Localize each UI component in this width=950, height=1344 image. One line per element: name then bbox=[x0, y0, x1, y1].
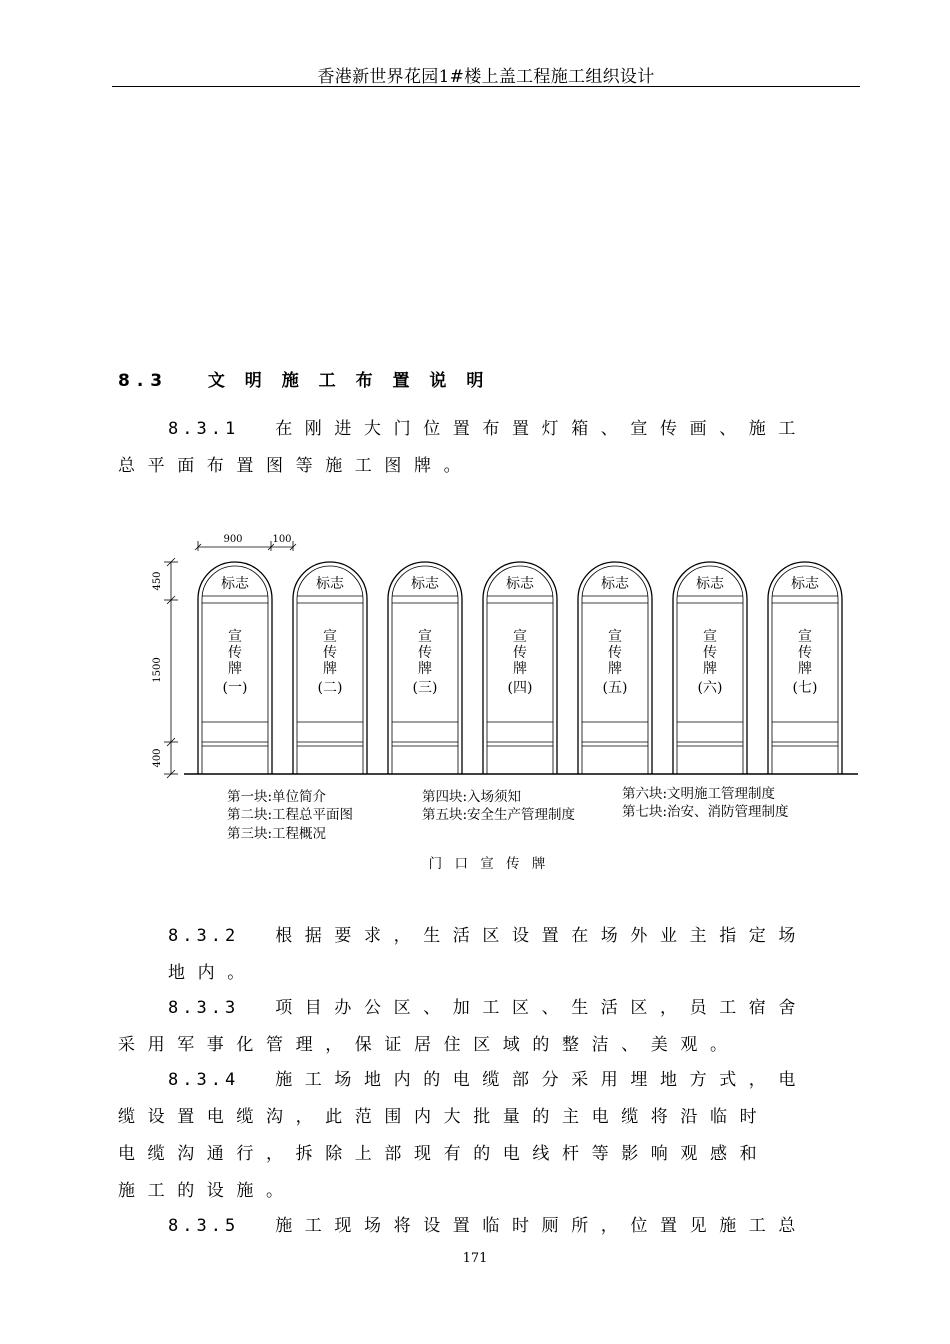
dim-bottom-label: 400 bbox=[152, 748, 163, 768]
dim-top-label: 450 bbox=[152, 571, 163, 591]
billboard-sign-label: 标志 bbox=[601, 576, 629, 592]
billboard-panel-text: 牌 bbox=[323, 661, 337, 677]
paragraph-number: 8.3.3 bbox=[168, 998, 240, 1018]
billboard-panel-text: 宣 bbox=[608, 629, 622, 645]
paragraph-text: 根据要求，生活区设置在场外业主指定场 bbox=[275, 926, 809, 946]
paragraph-text: 在刚进大门位置布置灯箱、宣传画、施工 bbox=[275, 419, 809, 439]
billboard-sign-label: 标志 bbox=[411, 576, 439, 592]
paragraph-8-3-5 bbox=[118, 1208, 846, 1245]
billboard-panel-text: 传 bbox=[418, 645, 432, 661]
gate-billboard-figure bbox=[140, 520, 870, 880]
billboard-panel-text: 宣 bbox=[703, 629, 717, 645]
legend-item: 第四块:入场须知 bbox=[422, 789, 522, 805]
billboard-panel-number: (七) bbox=[792, 680, 818, 696]
billboard-panel-text: 牌 bbox=[608, 661, 622, 677]
paragraph-number: 8.3.4 bbox=[168, 1070, 240, 1090]
billboard-sign-label: 标志 bbox=[316, 576, 344, 592]
paragraph-text: 采用军事化管理，保证居住区域的整洁、美观。 bbox=[118, 1035, 740, 1055]
legend-item: 第七块:治安、消防管理制度 bbox=[622, 804, 789, 820]
section-title: 文 明 施 工 布 置 说 明 bbox=[207, 371, 491, 391]
billboard-sign-label: 标志 bbox=[506, 576, 534, 592]
legend-item: 第三块:工程概况 bbox=[227, 826, 327, 842]
billboard-panel-text: 牌 bbox=[703, 661, 717, 677]
legend-item: 第一块:单位简介 bbox=[227, 789, 327, 805]
billboard-panel-text: 宣 bbox=[323, 629, 337, 645]
billboard-panel-number: (六) bbox=[697, 680, 723, 696]
paragraph-number: 8.3.1 bbox=[168, 419, 240, 439]
paragraph-text: 地内。 bbox=[168, 963, 257, 983]
billboard-6 bbox=[673, 562, 747, 774]
billboard-panel-number: (四) bbox=[507, 680, 533, 696]
paragraph-number: 8.3.5 bbox=[168, 1216, 240, 1236]
billboard-panel-text: 牌 bbox=[798, 661, 812, 677]
page-number: 171 bbox=[462, 1251, 488, 1266]
billboard-panel-number: (五) bbox=[602, 680, 628, 696]
billboard-panel-text: 宣 bbox=[513, 629, 527, 645]
billboard-3 bbox=[388, 562, 462, 774]
dim-width-label: 900 bbox=[223, 534, 243, 545]
dim-middle-label: 1500 bbox=[152, 657, 163, 683]
page-header-title: 香港新世界花园1#楼上盖工程施工组织设计 bbox=[317, 67, 655, 87]
billboard-panel-number: (二) bbox=[317, 680, 343, 696]
paragraph-8-3-1 bbox=[118, 411, 846, 485]
paragraph-text: 施工的设施。 bbox=[118, 1181, 296, 1201]
billboard-1 bbox=[198, 562, 272, 774]
billboard-panel-text: 传 bbox=[323, 645, 337, 661]
legend-item: 第六块:文明施工管理制度 bbox=[622, 786, 776, 802]
paragraph-text: 施工现场将设置临时厕所，位置见施工总 bbox=[275, 1216, 809, 1236]
paragraph-8-3-4 bbox=[118, 1062, 846, 1210]
billboard-panel-text: 宣 bbox=[418, 629, 432, 645]
legend bbox=[227, 785, 789, 842]
billboard-sign-label: 标志 bbox=[791, 576, 819, 592]
billboard-panel-text: 宣 bbox=[798, 629, 812, 645]
billboard-panel-text: 牌 bbox=[228, 661, 242, 677]
billboard-4 bbox=[483, 562, 557, 774]
figure-caption: 门 口 宣 传 牌 bbox=[428, 856, 550, 872]
billboard-7 bbox=[768, 562, 842, 774]
billboard-panel-text: 传 bbox=[513, 645, 527, 661]
billboard-panel-text: 牌 bbox=[418, 661, 432, 677]
billboard-panel-text: 传 bbox=[703, 645, 717, 661]
billboard-2 bbox=[293, 562, 367, 774]
billboard-panel-text: 传 bbox=[228, 645, 242, 661]
paragraph-text: 施工场地内的电缆部分采用埋地方式，电 bbox=[275, 1070, 809, 1090]
billboard-panel-text: 传 bbox=[798, 645, 812, 661]
paragraph-text: 总平面布置图等施工图牌。 bbox=[118, 456, 474, 476]
billboard-sign-label: 标志 bbox=[221, 576, 249, 592]
paragraph-8-3-2 bbox=[118, 918, 846, 992]
section-number: 8.3 bbox=[118, 371, 170, 391]
section-heading bbox=[118, 366, 490, 391]
paragraph-text: 电缆沟通行，拆除上部现有的电线杆等影响观感和 bbox=[118, 1144, 770, 1164]
billboard-panel-text: 传 bbox=[608, 645, 622, 661]
billboard-panel-number: (一) bbox=[222, 680, 248, 696]
billboard-panel-text: 牌 bbox=[513, 661, 527, 677]
billboard-panel-number: (三) bbox=[412, 680, 438, 696]
billboard-5 bbox=[578, 562, 652, 774]
header-rule bbox=[112, 86, 860, 87]
paragraph-8-3-3 bbox=[118, 990, 846, 1064]
billboard-panel-text: 宣 bbox=[228, 629, 242, 645]
billboard-sign-label: 标志 bbox=[696, 576, 724, 592]
dim-gap-label: 100 bbox=[272, 534, 292, 545]
legend-item: 第二块:工程总平面图 bbox=[227, 807, 354, 823]
paragraph-number: 8.3.2 bbox=[168, 926, 240, 946]
paragraph-text: 缆设置电缆沟，此范围内大批量的主电缆将沿临时 bbox=[118, 1107, 770, 1127]
legend-item: 第五块:安全生产管理制度 bbox=[422, 807, 576, 823]
paragraph-text: 项目办公区、加工区、生活区，员工宿舍 bbox=[275, 998, 809, 1018]
height-dimension bbox=[164, 558, 178, 778]
